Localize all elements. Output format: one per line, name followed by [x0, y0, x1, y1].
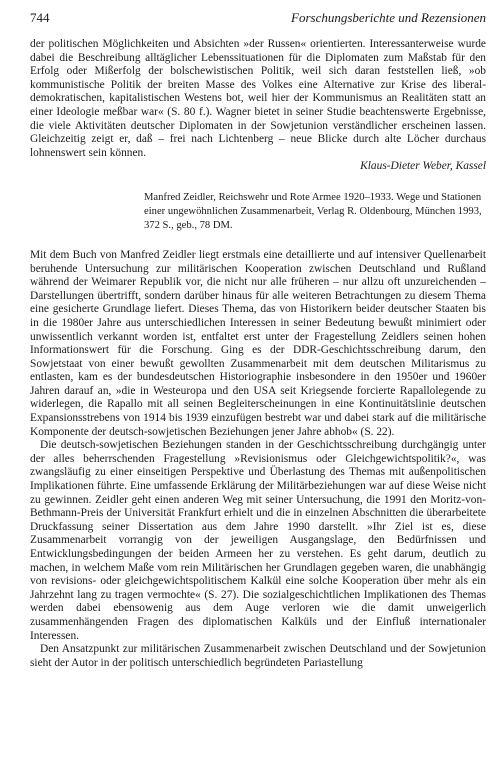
- page-number: 744: [30, 10, 50, 25]
- review-paragraph: Den Ansatzpunkt zur militärischen Zusammenarbeit zwischen Deutschland und der Sowjetunion sieht der Autor in der politisch unterschiedlich begründeten Pariastellung: [30, 643, 486, 669]
- bib-line: 372 S., geb., 78 DM.: [144, 219, 233, 231]
- previous-review-ending: [30, 38, 486, 174]
- running-title: Forschungsberichte und Rezensionen: [291, 10, 486, 25]
- bib-line: Manfred Zeidler, Reichswehr und Rote Armee 1920–1933. Wege und Stationen: [144, 191, 482, 203]
- review-body: [30, 249, 486, 670]
- book-bibliographic-entry: [144, 191, 486, 233]
- review-paragraph: Die deutsch-sowjetischen Beziehungen standen in der Geschichtsschreibung durchgängig unter der alles beherrschenden Fragestellung »Revisionismus oder Gleichgewichtspolitik?«, was zwangsläufig zu einer einseitigen Perspektive und Überlastung des Themas mit außenpolitischen Implikationen führte. Eine umfassende Erklärung der Militärbeziehungen war auf diese Weise nicht zu gewinnen. Zeidler geht einen anderen Weg mit seiner Untersuchung, die 1991 den Moritz-von-Bethmann-Preis der Universität Frankfurt erhielt und die in einzelnen Abschnitten die überarbeitete Druckfassung seiner Dissertation aus dem Jahre 1990 darstellt. »Ihr Ziel ist es, diese Zusammenarbeit vorrangig von der jeweiligen Ausgangslage, den Bedürfnissen und Entwicklungsbedingungen der beiden Armeen her zu verstehen. Es geht darum, deutlich zu machen, in welchem Maße vom rein Militärischen her Grundlagen gegeben waren, die unabhängig von revisions- oder gleichgewichtspolitischem Kalkül eine solche Kooperation über mehr als ein Jahrzehnt lang zu tragen vermochte« (S. 27). Die sozialgeschichtlichen Implikationen des Themas werden dabei ebensowenig aus dem Auge verloren wie die damit unweigerlich zusammenhängenden Fragen des diplomatischen Kalküls und der Einfluß internationaler Interessen.: [30, 439, 486, 642]
- previous-review-paragraph: der politischen Möglichkeiten und Absichten »der Russen« orientierten. Interessanterweise wurde dabei die Beschreibung alltäglicher Lebenssituationen für die Diplomaten zum Maßstab für den Erfolg oder Mißerfolg der bolschewistischen Politik, weil sich daran feststellen ließ, »ob kommunistische Politik der breiten Masse des Volkes eine Alternative zur Krise des liberal-demokratischen, kapitalistischen Westens bot, weil hier der Kommunismus an Realitäten statt an einer Ideologie meßbar war« (S. 80 f.). Wagner bietet in seiner Studie beachtenswerte Ergebnisse, die viele Aktivitäten deutscher Diplomaten in der Sowjetunion verständlicher erscheinen lassen. Gleichzeitig zeigt er, daß – frei nach Lichtenberg – neue Blicke durch alte Löcher durchaus lohnenswert sein können.: [30, 38, 486, 159]
- bib-line: einer ungewöhnlichen Zusammenarbeit, Verlag R. Oldenbourg, München 1993,: [144, 205, 482, 217]
- page-header: [30, 0, 486, 34]
- review-paragraph: Mit dem Buch von Manfred Zeidler liegt erstmals eine detaillierte und auf intensiver Quellenarbeit beruhende Untersuchung zur militärischen Kooperation zwischen Deutschland und Rußland während der Weimarer Republik vor, die nicht nur alle früheren – nur allzu oft unzureichenden – Darstellungen übertrifft, sondern darüber hinaus für alle weiteren Betrachtungen zu diesem Thema eine gesicherte Grundlage liefert. Dieses Thema, das von Historikern beider deutscher Staaten bis in die 1980er Jahre aus unterschiedlichen Interessen in seiner Bedeutung bewußt minimiert oder unwissentlich verkannt worden ist, entfaltet erst unter der Fragestellung Zeidlers seinen hohen Informationswert für die Forschung. Ging es der DDR-Geschichtsschreibung darum, den Sowjetstaat von einer bewußt gewollten Zusammenarbeit mit dem deutschen Militarismus zu entlasten, kam es der bundesdeutschen Historiographie insbesondere in den 1950er und 1960er Jahren darauf an, »die in Westeuropa und den USA seit Kriegsende forcierte Rapallolegende zu widerlegen, die Rapallo mit all seinen Begleiterscheinungen in eine Kontinuitätslinie deutschen Expansionsstrebens von 1914 bis 1939 einzufügen bestrebt war und dabei stark auf die militärische Komponente der deutsch-sowjetischen Beziehungen jener Jahre abhob« (S. 22).: [30, 248, 486, 438]
- review-author-signature: Klaus-Dieter Weber, Kassel: [360, 160, 486, 173]
